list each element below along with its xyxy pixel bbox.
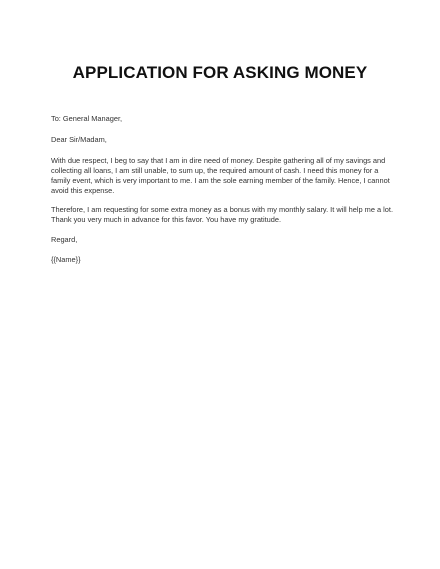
recipient-line: To: General Manager,: [51, 114, 123, 123]
closing: Regard,: [51, 235, 78, 244]
paragraph-2: [51, 205, 396, 225]
paragraph-1-line: family event, which is very important to me. I am the sole earning member of the family. Hence, I cannot: [51, 176, 390, 185]
paragraph-1-line: collecting all loans, I am still unable, to sum up, the required amount of cash. I need this money for a: [51, 166, 379, 175]
salutation: Dear Sir/Madam,: [51, 135, 107, 144]
paragraph-1-line: With due respect, I beg to say that I am in dire need of money. Despite gathering all of my savings and: [51, 156, 386, 165]
signature-placeholder: {{Name}}: [51, 255, 81, 264]
paragraph-2-line: Therefore, I am requesting for some extra money as a bonus with my monthly salary. It will help me a lot.: [51, 205, 394, 214]
paragraph-1: [51, 156, 396, 196]
document-title: APPLICATION FOR ASKING MONEY: [72, 63, 368, 82]
paragraph-1-line: avoid this expense.: [51, 186, 115, 195]
paragraph-2-line: Thank you very much in advance for this favor. You have my gratitude.: [51, 215, 282, 224]
